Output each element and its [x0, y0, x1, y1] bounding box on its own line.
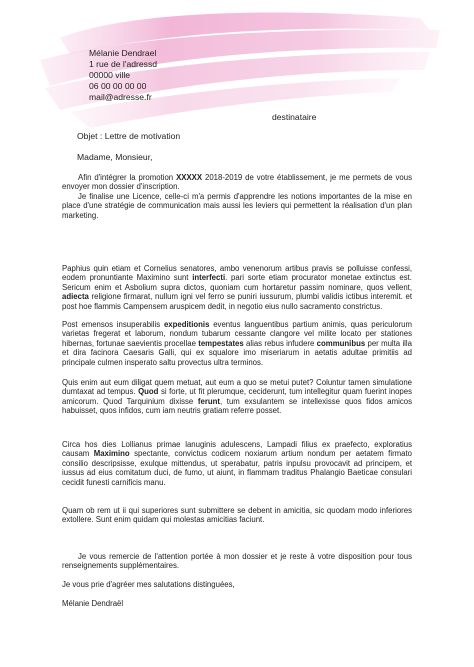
p3-bold-1: Quod [138, 387, 159, 397]
intro-paragraph [62, 173, 412, 220]
intro-text-end: 2018-2019 de votre établissement, je me permets de vous envoyer mon dossier d'inscription. [62, 173, 412, 192]
p3-bold-2: ferunt [197, 396, 220, 406]
closing-formula: Je vous prie d'agréer mes salutations distinguées, [62, 580, 235, 589]
p3-text-d: , tum exsulantem se intellexisse quos fidos amicos habuisset, quos infidos, cum iam neutris gratiam referre posset. [62, 396, 412, 416]
sender-name: Mélanie Dendrael [89, 48, 157, 58]
p2-text-d: alias rebus infudere [243, 338, 317, 348]
p1-text-d: religione firmarat, nullum igni vel ferro se puniri iussurum, plumbi validis ictibus interemit. et post hoe flammis Campensem aruspicem dedit, in negotio eius nullo sacramento constrictus. [62, 292, 412, 311]
p3-text-c: si forte, ut fit plerumque, ceciderunt, tum intellegitur quam fuerint inopes amicorum. Quod Tarquinium dixisse [62, 387, 412, 406]
p1-bold-1: interfecti [192, 273, 226, 283]
sender-phone: 06 00 00 00 00 [89, 81, 147, 91]
p5-text: Quam ob rem ut ii qui superiores sunt submittere se debent in amicitia, sic quodam modo inferiores extollere. Sunt enim quidam qui molestas amicitias faciunt. [62, 506, 412, 525]
promotion-placeholder: XXXXX [176, 173, 203, 182]
p4-text-a: Circa hos dies Lollianus primae lanuginis adulescens, Lampadi filius ex praefecto, exploratius causam [62, 440, 412, 459]
salutation: Madame, Monsieur, [77, 152, 153, 162]
p4-text-c: spectante, convictus codicem noxiarum artium nondum per aetatem firmato consilio descripsisse, exulque mittendus, ut sperabatur, patris inpulsu provocavit ad principem, et iussus ad eius comitatum duci, de fumo, ut aiunt, in flammam traditus Phalangio Baeticae consulari cecidit funesti carnificis manu. [62, 449, 413, 487]
signature: Mélanie Dendraël [62, 599, 124, 608]
p4-bold-1: Maximino [93, 449, 130, 459]
p1-text-a: Paphius quin etiam et Cornelius senatores, ambo venenorum artibus pravis se polluisse confessi, eodem pronuntiante Maximino sunt [62, 264, 412, 283]
p2-bold-3: communibus [316, 338, 366, 348]
sender-block [89, 48, 157, 103]
p1-text-c: . pari sorte etiam procurator monetae extinctus est. Sericum enim et Asbolium supra dictos, quoniam cum hortaretur passim nominare, quos vellent, [62, 273, 412, 292]
recipient: destinataire [272, 112, 317, 122]
p1-bold-2: adiecta [62, 292, 89, 302]
sender-city: 00000 ville [89, 70, 131, 80]
p2-text-a: Post emensos insuperabilis [62, 320, 164, 329]
body-paragraph-3 [62, 378, 412, 416]
body-paragraph-5 [62, 506, 412, 525]
p3-text-a: Quis enim aut eum diligat quem metuat, aut eum a quo se metui putet? Coluntur tamen simulatione dumtaxat ad tempus. [62, 378, 412, 397]
sender-street: 1 rue de l'adressd [89, 59, 158, 69]
p2-bold-1: expeditionis [163, 320, 210, 329]
body-paragraph-1 [62, 264, 412, 311]
intro-text: Afin d'intégrer la promotion [78, 173, 177, 182]
p2-text-e: per multa illa et dira facinora Caesaris Galli, qui ex squalore imo miseriarum in aetatis adultae primitiis ad principale culmen insperato saltu provectus ultra terminos. [62, 338, 412, 367]
p2-bold-2: tempestates [198, 338, 244, 348]
thanks-paragraph [62, 552, 412, 571]
subject-line: Objet : Lettre de motivation [77, 131, 181, 141]
body-paragraph-2 [62, 320, 412, 367]
thanks-text: Je vous remercie de l'attention portée à mon dossier et je reste à votre disposition pour tous renseignements supplémentaires. [62, 552, 412, 571]
intro-paragraph-2: Je finalise une Licence, celle-ci m'a permis d'apprendre les notions importantes de la mise en place d'une stratégie de communication mais aussi les leviers qui permettent la réalisation d'un plan marketing. [62, 191, 412, 220]
p2-text-c: eventus languentibus partium animis, quas periculorum varietas fregerat et laborum, nondum tubarum cessante clangore vel milite locato per stationes hibernas, fortunae saevientis procellae [62, 320, 413, 348]
body-paragraph-4 [62, 440, 412, 487]
sender-email: mail@adresse.fr [89, 92, 152, 102]
